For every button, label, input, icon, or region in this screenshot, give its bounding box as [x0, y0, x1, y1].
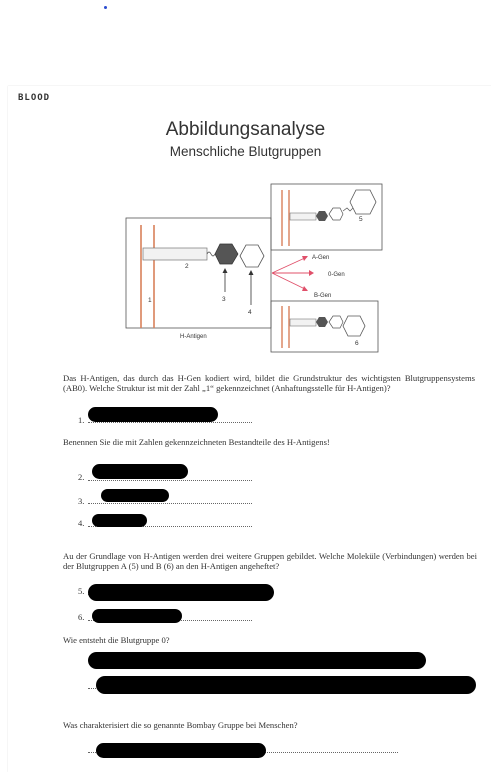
redaction-mark: [96, 743, 266, 758]
question-3-text: Au der Grundlage von H-Antigen werden drei weitere Gruppen gebildet. Welche Moleküle (Verbindungen) werden bei der Blutgruppen A (5) und B (6) an den H-Antigen angeheftet?: [63, 551, 477, 571]
diagram-label-0-gen: 0-Gen: [328, 272, 345, 278]
answer-1-line: [88, 422, 252, 423]
answer-2-label: 2.: [78, 472, 85, 482]
protein-bar: [143, 248, 207, 260]
answer-6-label: 6.: [78, 612, 85, 622]
diagram-label-a-gen: A-Gen: [312, 255, 330, 261]
redaction-mark: [101, 489, 169, 502]
question-1-text: Das H-Antigen, das durch das H-Gen kodiert wird, bildet die Grundstruktur des wichtigsten Blutgruppensystems (AB0). Welche Struktur ist mit der Zahl „1“ gekennzeichnet (Anhaftungsstelle für H-Antigen)?: [63, 373, 475, 393]
diagram-label-4: 4: [248, 309, 252, 316]
diagram-label-1: 1: [148, 297, 152, 304]
diagram-label-5: 5: [359, 216, 363, 223]
diagram-label-2: 2: [185, 263, 189, 270]
answer-1-label: 1.: [78, 415, 85, 425]
diagram-label-h-antigen: H-Antigen: [180, 334, 207, 340]
redaction-mark: [88, 407, 218, 422]
redaction-mark: [96, 676, 476, 694]
redaction-mark: [92, 514, 147, 527]
redaction-mark: [88, 652, 426, 669]
redaction-mark: [92, 609, 182, 623]
redaction-mark: [88, 584, 274, 601]
answer-3-label: 3.: [78, 496, 85, 506]
light-hexagon: [240, 245, 264, 267]
page-title: Abbildungsanalyse: [165, 119, 326, 140]
question-4-text: Wie entsteht die Blutgruppe 0?: [63, 635, 170, 645]
page-subtitle: Menschliche Blutgruppen: [169, 144, 322, 159]
diagram-label-6: 6: [355, 340, 359, 347]
diagram-label-3: 3: [222, 296, 226, 303]
answer-2-line: [88, 480, 252, 481]
answer-5-label: 5.: [78, 586, 85, 596]
header-tag: BLOOD: [18, 93, 51, 103]
dark-hexagon: [215, 244, 238, 264]
question-2-text: Benennen Sie die mit Zahlen gekennzeichneten Bestandteile des H-Antigens!: [63, 437, 330, 447]
redaction-mark: [92, 464, 188, 479]
answer-4-label: 4.: [78, 518, 85, 528]
question-5-text: Was charakterisiert die so genannte Bombay Gruppe bei Menschen?: [63, 720, 298, 730]
answer-3-line: [88, 503, 252, 504]
diagram-label-b-gen: B-Gen: [314, 293, 332, 299]
